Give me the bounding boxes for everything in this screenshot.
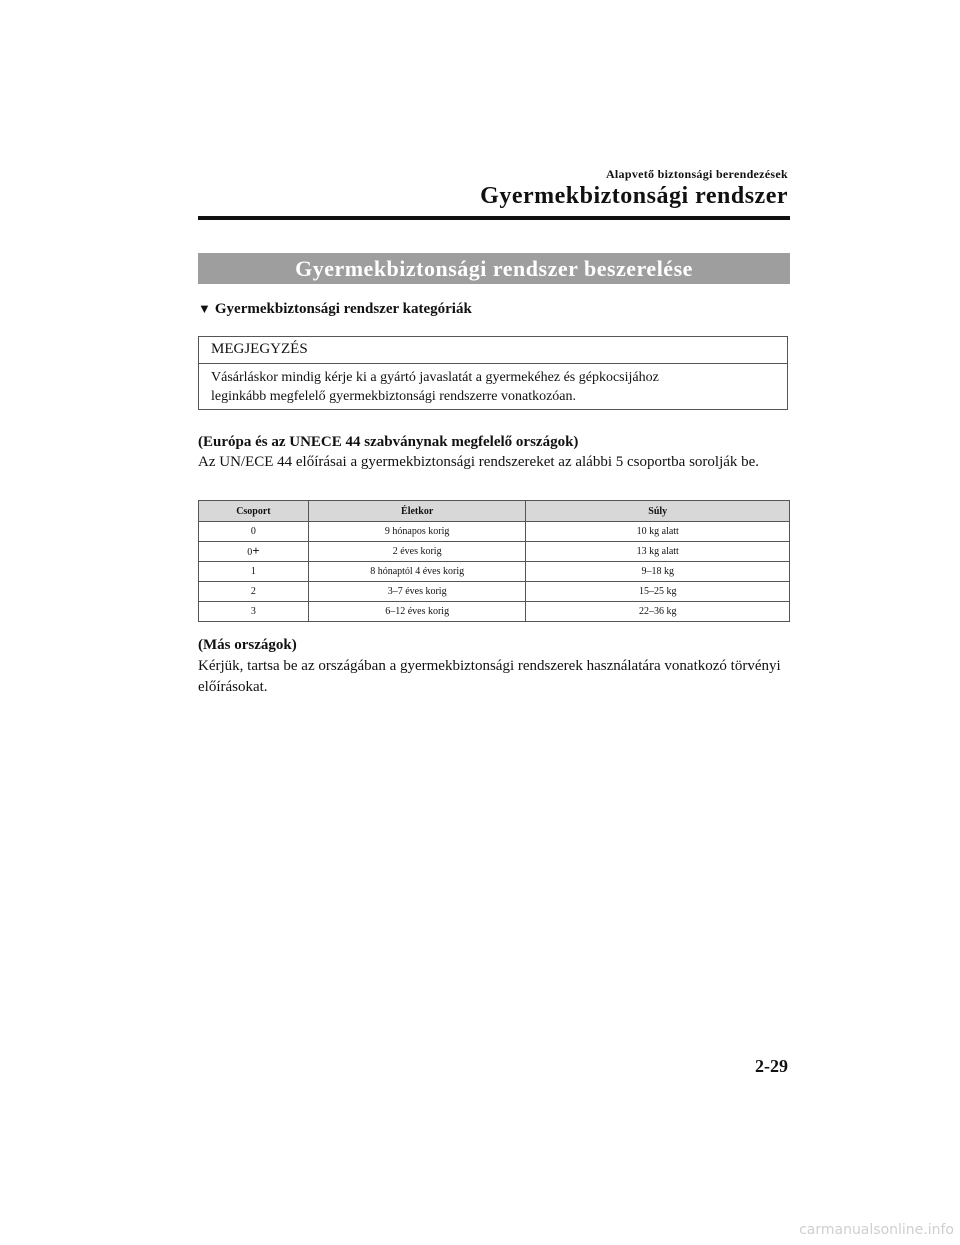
- cell-group: 1: [199, 562, 309, 582]
- category-table: [198, 500, 790, 622]
- cell-weight: 9–18 kg: [526, 562, 790, 582]
- cell-group: [199, 542, 309, 562]
- cell-age: 2 éves korig: [308, 542, 526, 562]
- table-row: [199, 582, 790, 602]
- table-row: [199, 562, 790, 582]
- group-value: 0: [247, 546, 253, 558]
- cell-weight: 13 kg alatt: [526, 542, 790, 562]
- note-line-1: Vásárláskor mindig kérje ki a gyártó javaslatát a gyermekéhez és gépkocsijához: [211, 370, 659, 385]
- note-heading: MEGJEGYZÉS: [199, 337, 787, 364]
- header-age: Életkor: [308, 501, 526, 522]
- cell-age: 3–7 éves korig: [308, 582, 526, 602]
- watermark: carmanualsonline.info: [799, 1222, 954, 1238]
- table-header-row: [199, 501, 790, 522]
- plus-icon: +: [252, 542, 260, 558]
- other-text: Kérjük, tartsa be az országában a gyermekbiztonsági rendszerek használatára vonatkozó törvényi előírásokat.: [198, 658, 781, 695]
- cell-weight: 22–36 kg: [526, 602, 790, 622]
- section-label: Alapvető biztonsági berendezések: [605, 167, 788, 181]
- cell-age: 6–12 éves korig: [308, 602, 526, 622]
- header-divider: [198, 216, 790, 220]
- table-row: [199, 602, 790, 622]
- table-row: [199, 542, 790, 562]
- header-group: Csoport: [199, 501, 309, 522]
- cell-group: 3: [199, 602, 309, 622]
- subheading-text: Gyermekbiztonsági rendszer kategóriák: [214, 301, 472, 317]
- banner-title: Gyermekbiztonsági rendszer beszerelése: [295, 255, 693, 281]
- note-box: [198, 336, 788, 410]
- header-weight: Súly: [526, 501, 790, 522]
- triangle-down-icon: ▼: [198, 301, 211, 316]
- note-body: [199, 364, 787, 410]
- subheading: [198, 301, 472, 318]
- chapter-title: Gyermekbiztonsági rendszer: [480, 183, 788, 209]
- cell-group: 0: [199, 522, 309, 542]
- cell-age: 9 hónapos korig: [308, 522, 526, 542]
- other-heading: (Más országok): [198, 637, 297, 653]
- page-number: 2-29: [755, 1056, 788, 1076]
- cell-weight: 10 kg alatt: [526, 522, 790, 542]
- europe-heading: (Európa és az UNECE 44 szabványnak megfelelő országok): [198, 434, 579, 450]
- table-row: [199, 522, 790, 542]
- cell-weight: 15–25 kg: [526, 582, 790, 602]
- europe-text: Az UN/ECE 44 előírásai a gyermekbiztonsági rendszereket az alábbi 5 csoportba sorolják be.: [198, 454, 760, 470]
- note-line-2: leginkább megfelelő gyermekbiztonsági rendszerre vonatkozóan.: [211, 389, 577, 404]
- cell-group: 2: [199, 582, 309, 602]
- cell-age: 8 hónaptól 4 éves korig: [308, 562, 526, 582]
- section-banner: [198, 253, 790, 284]
